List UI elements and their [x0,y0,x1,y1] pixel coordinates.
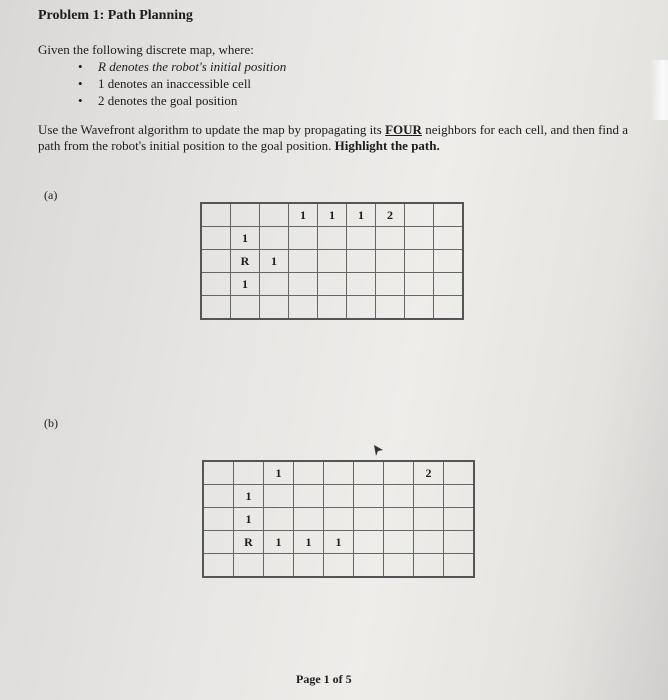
grid-cell [354,554,384,578]
grid-row [203,554,474,578]
definition-item-robot: • R denotes the robot's initial position [78,58,286,75]
grid-cell [376,250,405,273]
grid-row [203,461,474,485]
grid-cell [260,203,289,227]
four-emphasis: FOUR [385,122,422,137]
grid-cell [231,296,260,320]
part-b-label: (b) [44,416,58,430]
grid-cell [384,508,414,531]
problem-intro: Given the following discrete map, where: [38,42,254,57]
grid-cell [318,273,347,296]
grid-cell [414,485,444,508]
grid-row [201,250,463,273]
grid-cell [414,531,444,554]
grid-cell [324,461,354,485]
grid-cell [294,461,324,485]
grid-cell [347,227,376,250]
page-number: Page 1 of 5 [296,672,352,686]
grid-cell [294,508,324,531]
grid-cell: R [231,250,260,273]
grid-cell [260,273,289,296]
grid-cell [434,273,464,296]
grid-cell [347,296,376,320]
problem-instruction: Use the Wavefront algorithm to update the map by propagating its FOUR neighbors for each cell, and then find a path from the robot's initial position to the goal position. Highlight the path. [38,122,629,153]
grid-cell [354,531,384,554]
grid-cell [201,227,231,250]
grid-cell [384,461,414,485]
grid-cell [414,554,444,578]
grid-cell [294,485,324,508]
grid-cell [231,203,260,227]
grid-row [201,203,463,227]
grid-cell [234,461,264,485]
grid-cell [260,227,289,250]
grid-cell [384,531,414,554]
grid-cell [264,508,294,531]
part-a-label: (a) [44,188,58,202]
grid-row [203,531,474,554]
grid-cell [434,203,464,227]
grid-cell [444,531,475,554]
grid-cell [289,250,318,273]
grid-cell [264,554,294,578]
grid-cell [201,273,231,296]
grid-cell: 1 [234,508,264,531]
grid-cell [434,296,464,320]
grid-row [201,273,463,296]
grid-cell: 1 [234,485,264,508]
grid-cell [318,296,347,320]
grid-cell: 1 [347,203,376,227]
grid-cell [376,227,405,250]
grid-cell [405,203,434,227]
grid-cell: 1 [289,203,318,227]
grid-cell: 1 [264,531,294,554]
grid-cell [444,508,475,531]
grid-cell [203,554,234,578]
grid-cell [354,508,384,531]
grid-cell [347,250,376,273]
grid-cell [201,203,231,227]
grid-cell [354,461,384,485]
grid-cell [405,227,434,250]
grid-cell [376,296,405,320]
grid-cell [318,227,347,250]
definition-item-goal: • 2 denotes the goal position [78,92,286,109]
grid-cell [444,485,475,508]
grid-cell [324,554,354,578]
grid-cell [414,508,444,531]
map-grid-b [202,460,475,578]
problem-title: Problem 1: Path Planning [38,8,193,23]
grid-cell: R [234,531,264,554]
highlight-emphasis: Highlight the path. [334,138,440,153]
grid-row [201,227,463,250]
definition-item-obstacle: • 1 denotes an inaccessible cell [78,75,286,92]
grid-cell: 2 [376,203,405,227]
grid-row [203,508,474,531]
light-glare [650,60,668,120]
grid-cell [289,296,318,320]
grid-cell: 1 [231,273,260,296]
grid-cell [318,250,347,273]
grid-cell [294,554,324,578]
grid-cell [289,227,318,250]
grid-cell [434,227,464,250]
grid-cell: 1 [324,531,354,554]
grid-row [203,485,474,508]
grid-cell [234,554,264,578]
grid-cell [405,273,434,296]
grid-cell [289,273,318,296]
grid-cell [203,531,234,554]
grid-cell [405,250,434,273]
grid-cell [384,554,414,578]
grid-cell [376,273,405,296]
grid-cell [354,485,384,508]
grid-cell [203,508,234,531]
definition-list [78,58,286,109]
grid-cell: 1 [264,461,294,485]
map-grid-a [200,202,464,320]
grid-cell [347,273,376,296]
grid-cell [444,461,475,485]
grid-cell [201,296,231,320]
grid-cell [203,485,234,508]
grid-cell: 1 [318,203,347,227]
grid-row [201,296,463,320]
grid-cell: 1 [294,531,324,554]
grid-cell [260,296,289,320]
grid-cell [405,296,434,320]
grid-cell [384,485,414,508]
pointer-mark-icon [372,444,384,458]
grid-cell [203,461,234,485]
grid-cell [324,508,354,531]
grid-cell [201,250,231,273]
grid-cell [264,485,294,508]
grid-cell [444,554,475,578]
grid-cell: 1 [231,227,260,250]
grid-cell [434,250,464,273]
grid-cell [324,485,354,508]
grid-cell: 1 [260,250,289,273]
grid-cell: 2 [414,461,444,485]
